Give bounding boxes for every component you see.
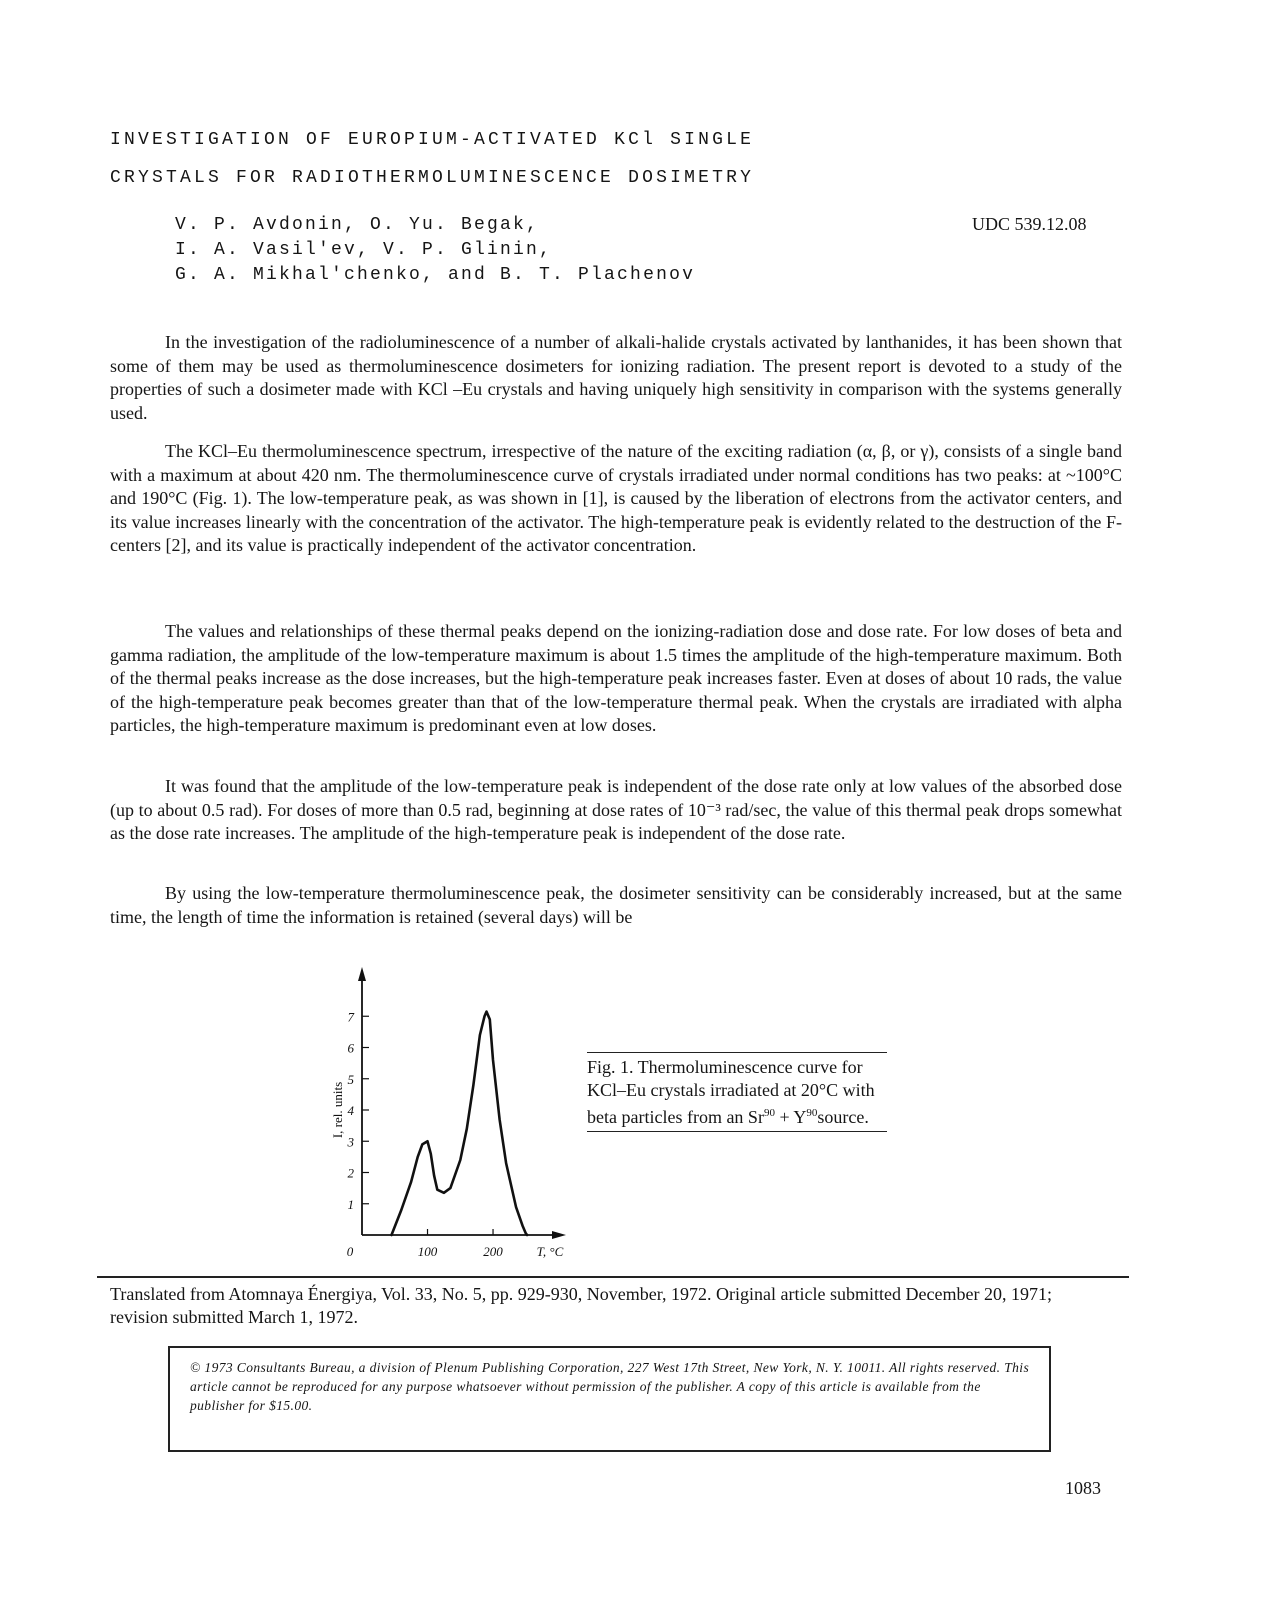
y-tick-label: 5 (347, 1071, 354, 1087)
caption-superscript: 90 (806, 1107, 818, 1119)
copyright-box: © 1973 Consultants Bureau, a division of Plenum Publishing Corporation, 227 West 17th Street, New York, N. Y. 10011. All rights reserved. This article cannot be reproduced for any purpose whatsoever without permission of the publisher. A copy of this article is available from the publisher for $15.00. (168, 1346, 1051, 1452)
caption-text: Fig. 1. Thermoluminescence curve for KCl–Eu crystals irradiated at 20°C with beta particles from an Sr (587, 1057, 875, 1127)
paragraph (110, 331, 1122, 425)
paragraph-text: By using the low-temperature thermoluminescence peak, the dosimeter sensitivity can be considerably increased, but at the same time, the length of time the information is retained (several days) will be (110, 883, 1122, 927)
figure-1 (320, 960, 600, 1270)
paragraph-text: In the investigation of the radioluminescence of a number of alkali-halide crystals activated by lanthanides, it has been shown that some of them may be used as thermoluminescence dosimeters for ionizing radiation. The present report is devoted to a study of the properties of such a dosimeter made with KCl –Eu crystals and having uniquely high sensitivity in comparison with the systems generally used. (110, 332, 1122, 423)
paragraph (110, 882, 1122, 929)
author-line: V. P. Avdonin, O. Yu. Begak, (175, 215, 540, 235)
paragraph (110, 775, 1122, 846)
x-axis-label: T, °C (536, 1244, 564, 1259)
x-axis-arrow (552, 1231, 566, 1239)
author-line: G. A. Mikhal'chenko, and B. T. Plachenov (175, 265, 696, 285)
x-tick-label: 100 (417, 1244, 438, 1259)
translation-note: Translated from Atomnaya Énergiya, Vol. 33, No. 5, pp. 929-930, November, 1972. Original article submitted December 20, 1971; revision submitted March 1, 1972. (110, 1284, 1052, 1327)
paragraph-text: It was found that the amplitude of the low-temperature peak is independent of the dose rate only at low values of the absorbed dose (up to about 0.5 rad). For doses of more than 0.5 rad, beginning at dose rates of 10⁻³ rad/sec, the value of this thermal peak drops somewhat as the dose rate increases. The amplitude of the high-temperature peak is independent of the dose rate. (110, 776, 1122, 843)
udc-code: UDC 539.12.08 (972, 214, 1087, 234)
title-line-1: INVESTIGATION OF EUROPIUM-ACTIVATED KCl SINGLE (110, 130, 755, 150)
y-tick-label: 6 (347, 1040, 354, 1056)
paragraph-text: The values and relationships of these thermal peaks depend on the ionizing-radiation dose and dose rate. For low doses of beta and gamma radiation, the amplitude of the low-temperature maximum is about 1.5 times the amplitude of the high-temperature maximum. Both of the thermal peaks increase as the dose increases, but the high-temperature peak increases faster. Even at doses of about 10 rads, the value of the high-temperature peak becomes greater than that of the low-temperature thermal peak. When the crystals are irradiated with alpha particles, the high-temperature maximum is predominant even at low doses. (110, 621, 1122, 735)
paragraph (110, 440, 1122, 558)
y-tick-label: 4 (347, 1103, 354, 1118)
title-line-2: CRYSTALS FOR RADIOTHERMOLUMINESCENCE DOSIMETRY (110, 168, 755, 188)
caption-text: source. (817, 1107, 869, 1127)
paragraph (110, 620, 1122, 738)
y-tick-label: 7 (347, 1009, 354, 1025)
x-tick-label: 200 (483, 1244, 503, 1259)
paragraph-text: The KCl–Eu thermoluminescence spectrum, irrespective of the nature of the exciting radiation (α, β, or γ), consists of a single band with a maximum at about 420 nm. The thermoluminescence curve of crystals irradiated under normal conditions has two peaks: at ~100°C and 190°C (Fig. 1). The low-temperature peak, as was shown in [1], is caused by the liberation of electrons from the activator centers, and its value increases linearly with the concentration of the activator. The high-temperature peak is evidently related to the destruction of the F-centers [2], and its value is practically independent of the activator concentration. (110, 441, 1122, 555)
origin-label: 0 (346, 1244, 354, 1259)
caption-text: + Y (774, 1107, 807, 1127)
footnote-divider (97, 1276, 1129, 1278)
y-tick-label: 2 (347, 1165, 354, 1181)
author-line: I. A. Vasil'ev, V. P. Glinin, (175, 240, 553, 260)
page-number: 1083 (1065, 1478, 1101, 1498)
y-axis-arrow (358, 967, 366, 981)
y-axis-label: I, rel. units (330, 1081, 345, 1139)
thermoluminescence-curve (392, 1012, 528, 1235)
caption-superscript: 90 (763, 1107, 775, 1119)
y-tick-label: 1 (347, 1196, 354, 1212)
author-list (175, 213, 695, 288)
thermoluminescence-chart (320, 960, 600, 1270)
y-tick-label: 3 (347, 1134, 354, 1150)
figure-caption (587, 1052, 887, 1132)
